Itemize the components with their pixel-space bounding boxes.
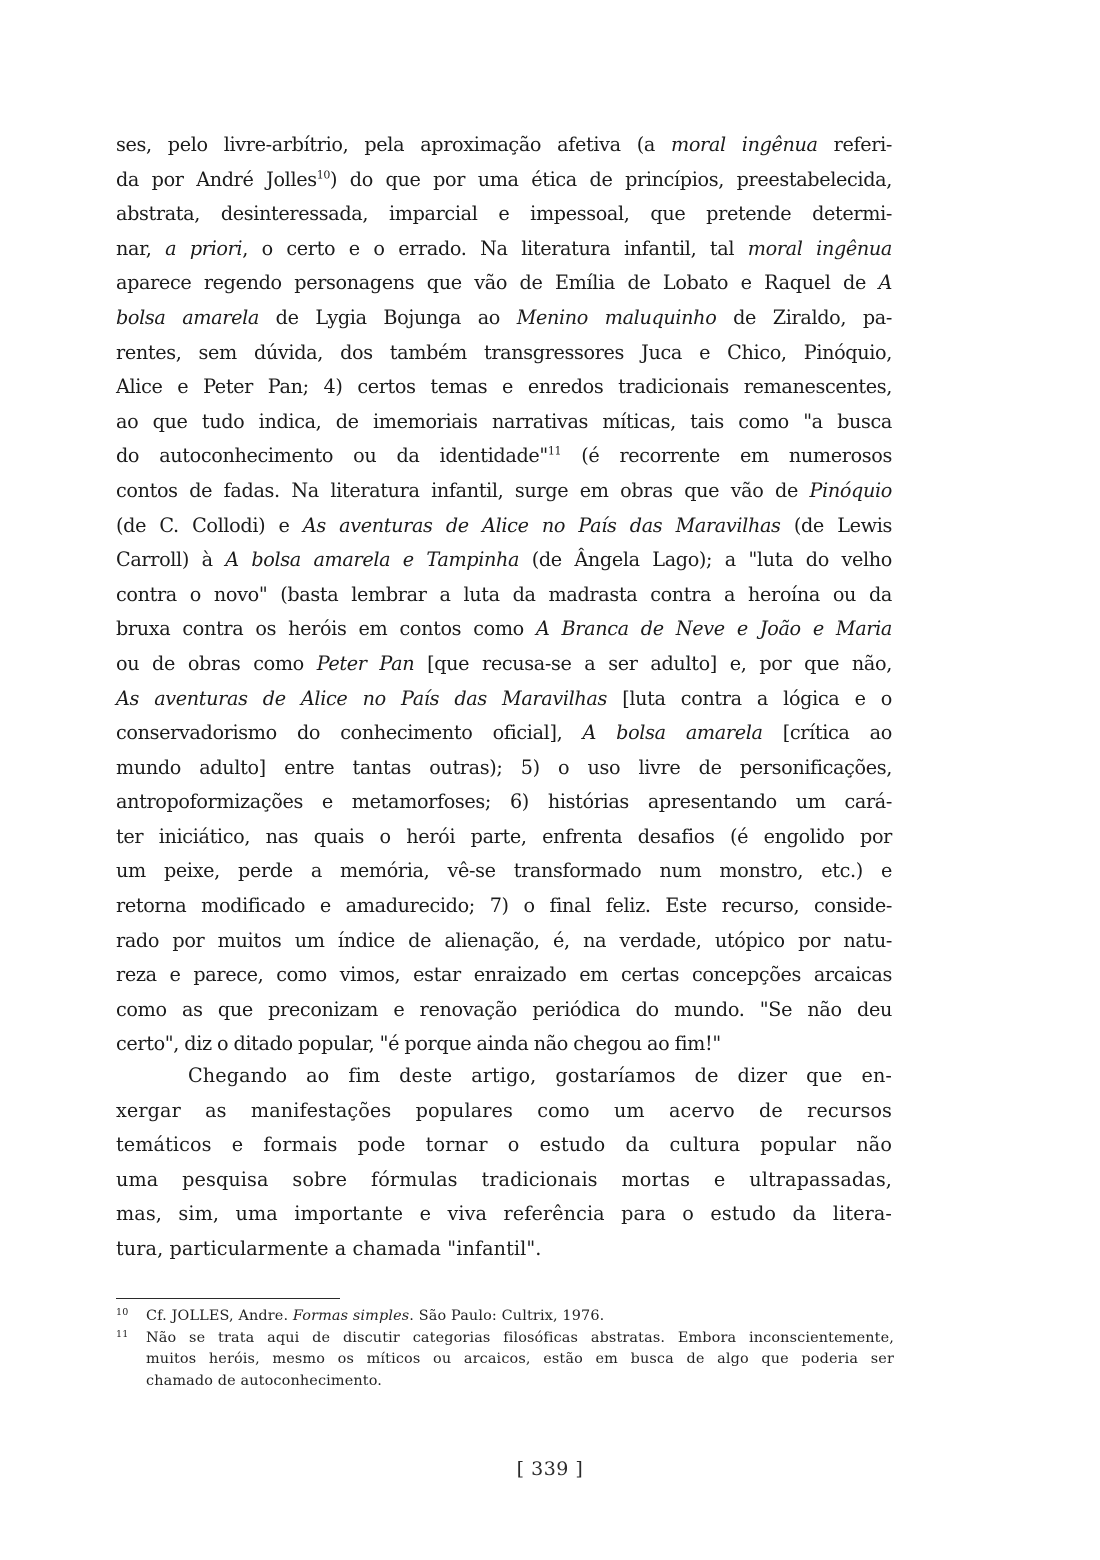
text-line: temáticos e formais pode tornar o estudo da cultura popular não xyxy=(116,1133,892,1157)
italic-text: Menino maluquinho xyxy=(516,305,717,329)
italic-text: Formas simples xyxy=(292,1308,410,1324)
text-line: certo", diz o ditado popular, "é porque ainda não chegou ao fim!" xyxy=(116,1032,721,1056)
text-line: como as que preconizam e renovação periódica do mundo. "Se não deu xyxy=(116,997,892,1021)
text-line: antropoformizações e metamorfoses; 6) histórias apresentando um cará- xyxy=(116,790,892,814)
text-line: rentes, sem dúvida, dos também transgressores Juca e Chico, Pinóquio, xyxy=(116,340,892,364)
text-line: mas, sim, uma importante e viva referência para o estudo da litera- xyxy=(116,1202,892,1226)
text-line: As aventuras de Alice no País das Maravilhas [luta contra a lógica e o xyxy=(116,686,892,710)
footnote-line: Cf. JOLLES, Andre. Formas simples. São Paulo: Cultrix, 1976. xyxy=(146,1308,605,1324)
footnote-11 xyxy=(116,1328,894,1393)
italic-text: Peter Pan xyxy=(316,651,415,675)
footnote-text xyxy=(146,1306,894,1328)
text-line: abstrata, desinteressada, imparcial e impessoal, que pretende determi- xyxy=(116,202,892,226)
text-line: do autoconhecimento ou da identidade"$^{11}$ (é recorrente em numerosos xyxy=(116,444,892,468)
italic-text: A bolsa amarela e Tampinha xyxy=(225,548,520,572)
italic-text: A xyxy=(878,271,892,295)
text-line: Chegando ao fim deste artigo, gostaríamos de dizer que en- xyxy=(188,1064,892,1087)
text-line: uma pesquisa sobre fórmulas tradicionais mortas e ultrapassadas, xyxy=(116,1167,892,1191)
text-line: bruxa contra os heróis em contos como A Branca de Neve e João e Maria xyxy=(116,617,892,641)
text-line: contra o novo" (basta lembrar a luta da madrasta contra a heroína ou da xyxy=(116,582,892,606)
text-line: tura, particularmente a chamada "infantil". xyxy=(116,1236,542,1260)
text-line: ses, pelo livre-arbítrio, pela aproximação afetiva (a moral ingênua referi- xyxy=(116,133,892,156)
text-line: Carroll) à A bolsa amarela e Tampinha (de Ângela Lago); a "luta do velho xyxy=(116,548,892,572)
text-line: nar, a priori, o certo e o errado. Na literatura infantil, tal moral ingênua xyxy=(116,236,892,260)
text-line: bolsa amarela de Lygia Bojunga ao Menino maluquinho de Ziraldo, pa- xyxy=(116,305,892,329)
text-line: rado por muitos um índice de alienação, é, na verdade, utópico por natu- xyxy=(116,928,892,952)
footnote-line: chamado de autoconhecimento. xyxy=(146,1372,383,1389)
italic-text: A Branca de Neve e João e Maria xyxy=(535,617,892,641)
text-line: da por André Jolles$^{10}$) do que por uma ética de princípios, preestabelecida, xyxy=(116,167,892,191)
paragraph-body-1 xyxy=(116,128,892,1062)
italic-text: As aventuras de Alice no País das Maravilhas xyxy=(302,513,781,537)
page-number: [ 339 ] xyxy=(516,1458,584,1480)
italic-text: A bolsa amarela xyxy=(582,721,763,745)
text-line: conservadorismo do conhecimento oficial], A bolsa amarela [crítica ao xyxy=(116,721,892,745)
footnotes xyxy=(116,1306,894,1392)
text-line: xergar as manifestações populares como um acervo de recursos xyxy=(116,1098,892,1122)
paragraph-body-2 xyxy=(116,1059,892,1267)
italic-text: moral ingênua xyxy=(671,133,818,156)
footnote-text xyxy=(146,1328,894,1393)
footnote-reference: 11 xyxy=(547,444,562,458)
text-line: mundo adulto] entre tantas outras); 5) o uso livre de personificações, xyxy=(116,755,892,779)
text-line: um peixe, perde a memória, vê-se transformado num monstro, etc.) e xyxy=(116,859,892,883)
text-line: retorna modificado e amadurecido; 7) o final feliz. Este recurso, conside- xyxy=(116,894,892,918)
italic-text: moral ingênua xyxy=(747,236,892,260)
footnote-number: 11 xyxy=(116,1328,129,1340)
text-line: contos de fadas. Na literatura infantil, surge em obras que vão de Pinóquio xyxy=(116,478,892,502)
footnote-number: 10 xyxy=(116,1307,129,1318)
footnote-line: Não se trata aqui de discutir categorias filosóficas abstratas. Embora inconscientemente, xyxy=(146,1329,894,1346)
footnote-line: muitos heróis, mesmo os míticos ou arcaicos, estão em busca de algo que poderia ser xyxy=(146,1351,894,1367)
text-line: reza e parece, como vimos, estar enraizado em certas concepções arcaicas xyxy=(116,963,892,987)
italic-text: As aventuras de Alice no País das Maravilhas xyxy=(116,686,607,710)
footnote-reference: 10 xyxy=(316,168,331,182)
footnote-separator xyxy=(116,1298,340,1299)
footnote-10 xyxy=(116,1306,894,1328)
italic-text: a priori xyxy=(165,236,243,260)
text-line: ou de obras como Peter Pan [que recusa-se a ser adulto] e, por que não, xyxy=(116,651,892,675)
text-line: ter iniciático, nas quais o herói parte, enfrenta desafios (é engolido por xyxy=(116,824,892,848)
text-line: (de C. Collodi) e As aventuras de Alice no País das Maravilhas (de Lewis xyxy=(116,513,893,537)
text-line: aparece regendo personagens que vão de Emília de Lobato e Raquel de A xyxy=(116,271,892,295)
italic-text: bolsa amarela xyxy=(116,305,259,329)
text-line: Alice e Peter Pan; 4) certos temas e enredos tradicionais remanescentes, xyxy=(116,375,892,399)
text-line: ao que tudo indica, de imemoriais narrativas míticas, tais como "a busca xyxy=(116,409,892,433)
italic-text: Pinóquio xyxy=(809,478,892,502)
